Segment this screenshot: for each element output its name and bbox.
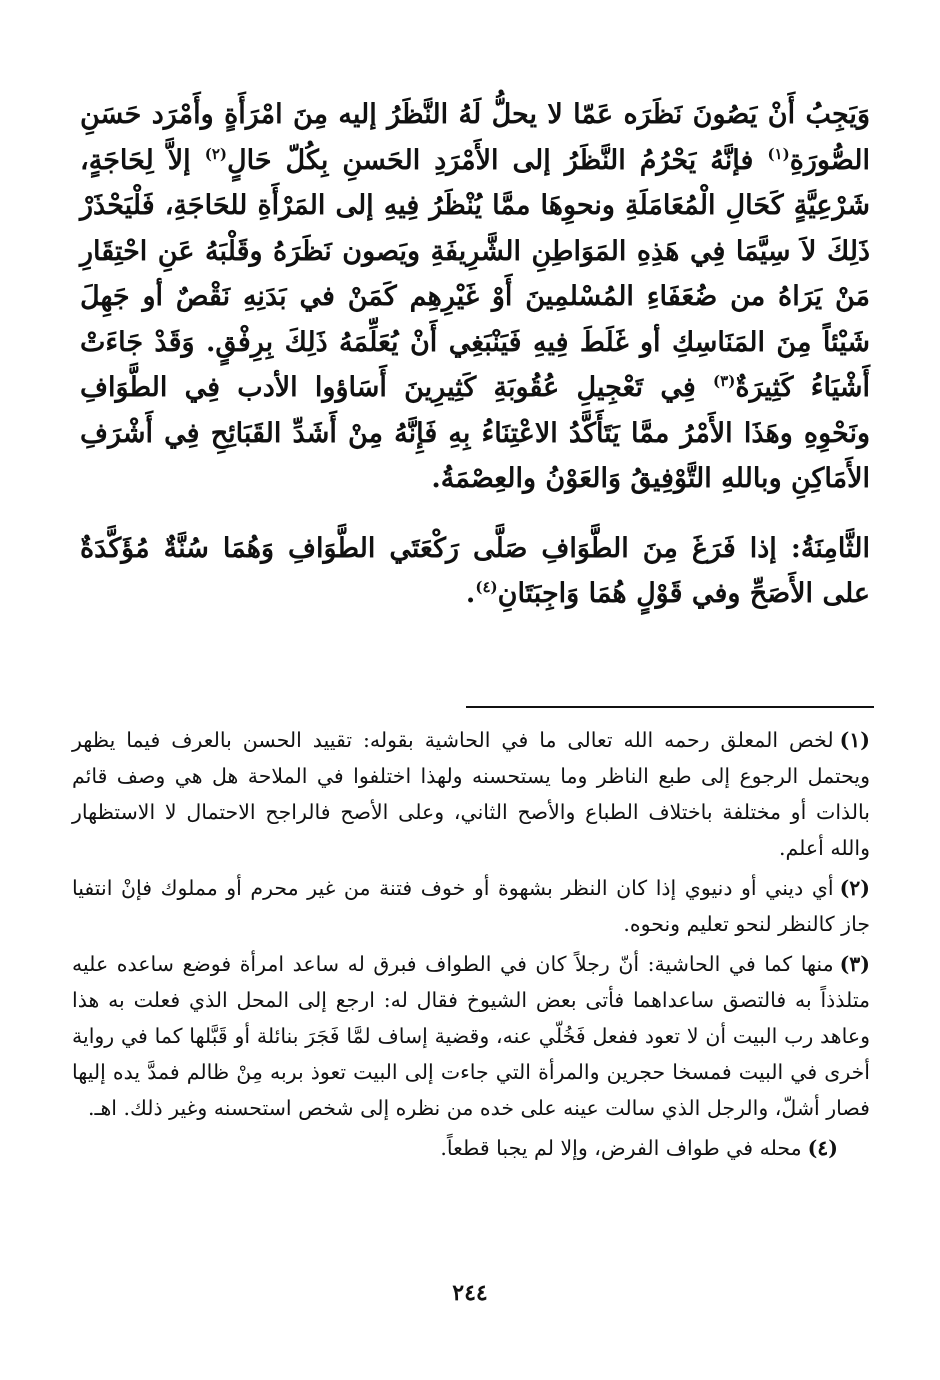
footnotes xyxy=(72,722,870,1170)
footnote-number: (٢) xyxy=(839,876,870,900)
paragraph-1-part-b: فإنَّهُ يَحْرُمُ النَّظَرُ إلى الأَمْرَدِ الحَسنِ بِكُلّ حَالٍ xyxy=(226,144,768,176)
paragraph-2-lead: الثَّامِنَةُ xyxy=(800,532,870,564)
footnote-3 xyxy=(72,946,870,1126)
footnote-ref-2: (٢) xyxy=(204,144,227,163)
footnote-text: محله في طواف الفرض، وإلا لم يجبا قطعاً. xyxy=(440,1136,802,1160)
paragraph-1 xyxy=(80,92,870,502)
paragraph-1-part-c: إلاَّ لِحَاجَةٍ، شَرْعِيَّةٍ كَحَالِ الْمُعَامَلَةِ ونحوِهَا ممَّا يُنْظَرُ فِيهِ إلى المَرْأَةِ للحَاجَةِ، فَلْيَحْذَرْ ذَلِكَ لاَ سِيَّمَا فِي هَذِهِ المَوَاطِنِ الشَّرِيفَةِ ويَصون نَظَرَهُ وقَلْبَهُ عَنِ احْتِقَارِ مَنْ يَرَاهُ من ضُعَفَاءِ المُسْلمِينَ أَوْ غَيْرِهِم كَمَنْ في بَدَنِهِ نَقْصٌ أو جَهِلَ شَيْئاً مِنَ المَنَاسِكِ أو غَلَطَ فِيهِ فَيَنْبَغِي أَنْ يُعَلِّمَهُ ذَلِكَ بِرِفْقٍ. وَقَدْ جَاءَتْ أَشْيَاءُ كَثِيرَةٌ xyxy=(80,144,870,403)
footnote-ref-3: (٣) xyxy=(713,372,736,390)
footnote-ref-4: (٤) xyxy=(475,578,498,596)
main-text xyxy=(80,92,870,617)
footnote-4 xyxy=(72,1130,870,1166)
footnote-2 xyxy=(72,870,870,942)
footnote-text: أي ديني أو دنيوي إذا كان النظر بشهوة أو خوف فتنة من غير محرم أو مملوك فإنْ انتفيا جاز كالنظر لنحو تعليم ونحوه. xyxy=(72,876,870,936)
footnote-text: منها كما في الحاشية: أنّ رجلاً كان في الطواف فبرق له ساعد امرأة فوضع ساعده عليه متلذذاً به فالتصق ساعداهما فأتى بعض الشيوخ فقال له: ارجع إلى المحل الذي فعلت به هذا وعاهد رب البيت أن لا تعود ففعل فَخُلّي عنه، وقضية إساف لمَّا فَجَرَ بنائلة أو قَبَّلها كما في رواية أخرى في البيت فمسخا حجرين والمرأة التي جاءت إلى البيت تعوذ بربه مِنْ ظالم فمدَّ يده إليها فصار أشلّ، والرجل الذي سالت عينه على خده من نظره إلى شخص استحسنه وغير ذلك. اهـ. xyxy=(72,952,870,1120)
paragraph-1-part-d: فِي تَعْجِيلِ عُقُوبَةِ كَثِيرِينَ أَسَاؤوا الأدب فِي الطَّوَافِ ونَحْوِهِ وهَذَا الأَمْرُ ممَّا يَتَأَكَّدُ الاعْتِنَاءُ بِهِ فَإِنَّهُ مِنْ أَشَدِّ القَبَائِحِ فِي أَشْرَفِ الأَمَاكِنِ وباللهِ التَّوْفِيقُ وَالعَوْنُ والعِصْمَةُ. xyxy=(80,372,870,494)
paragraph-2-part-b: . xyxy=(465,578,476,609)
footnote-number: (١) xyxy=(839,728,870,752)
paragraph-2-part-a: : إذا فَرَغَ مِنَ الطَّوَافِ صَلَّى رَكْعَتَي الطَّوَافِ وَهُمَا سُنَّةٌ مُؤَكَّدَةٌ على الأَصَحِّ وفي قَوْلٍ هُمَا وَاجِبَتَانِ xyxy=(80,532,870,609)
footnote-text: لخص المعلق رحمه الله تعالى ما في الحاشية بقوله: تقييد الحسن بالعرف فيما يظهر ويحتمل الرجوع إلى طبع الناظر وما يستحسنه ولهذا اختلفوا في الملاحة هل هي وصف قائم بالذات أو مختلفة باختلاف الطباع والأصح الثاني، وعلى الأصح فالراجح الاحتمال لا الاستظهار والله أعلم. xyxy=(72,728,870,860)
footnote-number: (٣) xyxy=(839,952,870,976)
footnote-number: (٤) xyxy=(807,1136,838,1160)
footnote-ref-1: (١) xyxy=(767,144,790,163)
page-number: ٢٤٤ xyxy=(452,1280,488,1306)
paragraph-1-part-a: وَيَجِبُ أَنْ يَصُونَ نَظَرَه عَمّا لا يحلُّ لَهُ النَّظَرُ إليه مِنَ امْرَأَةٍ وأَمْرَد حَسَنِ الصُّورَةِ xyxy=(80,99,870,176)
footnote-divider xyxy=(466,706,874,708)
footnote-1 xyxy=(72,722,870,866)
paragraph-2 xyxy=(80,526,870,617)
